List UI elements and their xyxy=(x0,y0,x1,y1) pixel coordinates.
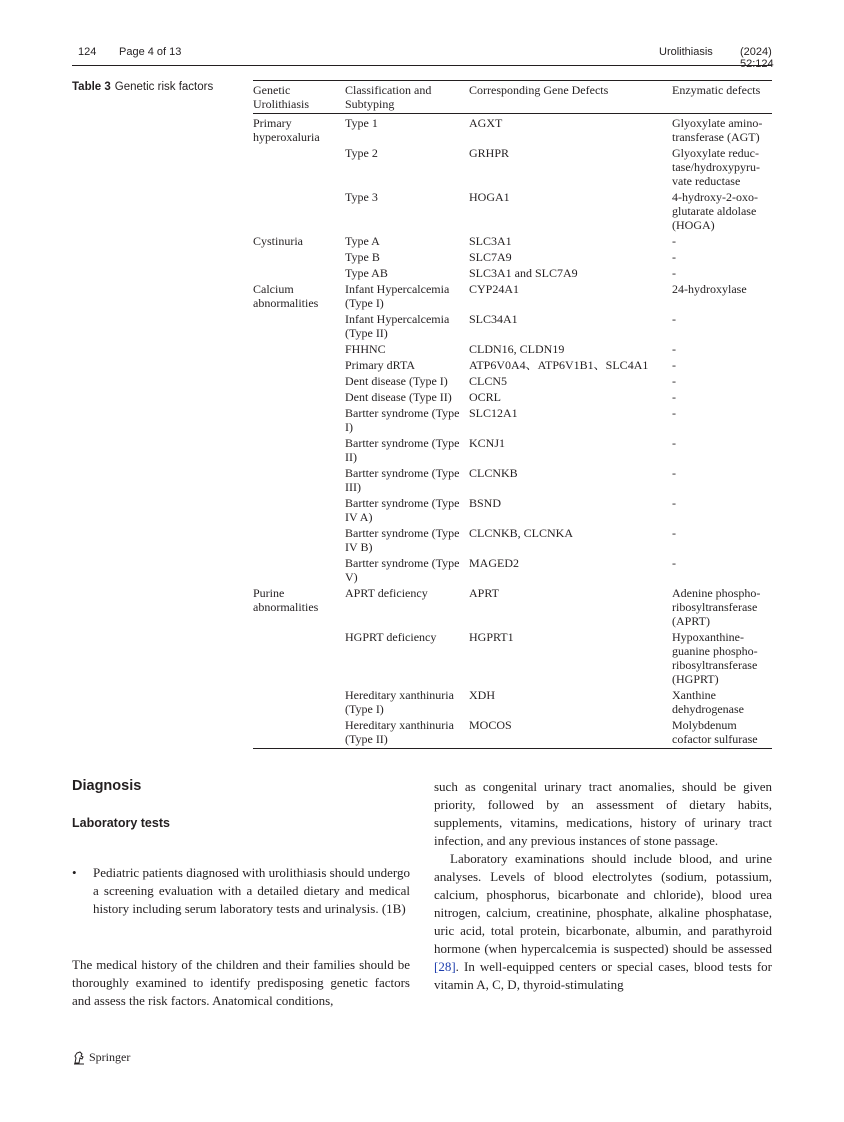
cell-classification: Type B xyxy=(345,250,380,264)
cell-enzymatic-defects: Glyoxylate amino-transferase (AGT) xyxy=(672,116,763,144)
cell-genetic-urolithiasis xyxy=(253,436,345,466)
table-row xyxy=(253,312,772,342)
cell-gene-defects: ATP6V0A4、ATP6V1B1、SLC4A1 xyxy=(469,358,649,372)
cell-genetic-urolithiasis xyxy=(253,718,345,749)
cell-gene-defects: MOCOS xyxy=(469,718,672,749)
right-paragraph-2 xyxy=(434,850,772,994)
cell-gene-defects: XDH xyxy=(469,688,495,702)
cell-genetic-urolithiasis: Cystinuria xyxy=(253,234,303,248)
cell-classification: Dent disease (Type II) xyxy=(345,390,452,404)
cell-classification: Type AB xyxy=(345,266,388,280)
cell-genetic-urolithiasis xyxy=(253,266,345,282)
cell-gene-defects: SLC12A1 xyxy=(469,406,518,420)
table-row xyxy=(253,688,772,718)
table-row xyxy=(253,718,772,749)
cell-classification: Bartter syndrome (Type II) xyxy=(345,436,460,464)
table-row xyxy=(253,234,772,250)
cell-classification: Bartter syndrome (Type IV A) xyxy=(345,496,460,524)
cell-genetic-urolithiasis xyxy=(253,556,345,586)
table-row xyxy=(253,390,772,406)
cell-classification: APRT deficiency xyxy=(345,586,428,600)
table-header-row xyxy=(253,79,772,114)
table-row xyxy=(253,342,772,358)
right-paragraph-1: such as congenital urinary tract anomalies, should be given priority, followed by an assessment of dietary habits, supplements, vitamins, medications, history of urinary tract infection, and any previous instances of stone passage. xyxy=(434,779,772,848)
header-rule xyxy=(72,65,772,66)
column-header-classification: Classification and Subtyping xyxy=(345,79,469,114)
cell-genetic-urolithiasis xyxy=(253,374,345,390)
cell-enzymatic-defects: 4-hydroxy-2-oxo-glutarate aldolase (HOGA) xyxy=(672,190,758,232)
cell-gene-defects: HGPRT1 xyxy=(469,630,514,644)
cell-classification: Dent disease (Type I) xyxy=(345,374,448,388)
cell-genetic-urolithiasis xyxy=(253,190,345,234)
cell-gene-defects: MAGED2 xyxy=(469,556,519,570)
cell-genetic-urolithiasis xyxy=(253,630,345,688)
right-paragraph-2-text-b: . In well-equipped centers or special cases, blood tests for vitamin A, C, D, thyroid-stimulating xyxy=(434,959,772,992)
table-body xyxy=(253,114,772,749)
table-row xyxy=(253,266,772,282)
cell-classification: Bartter syndrome (Type I) xyxy=(345,406,460,434)
table-row xyxy=(253,496,772,526)
page-footer xyxy=(72,1050,130,1065)
springer-horse-icon xyxy=(72,1051,86,1065)
cell-classification: Type 2 xyxy=(345,146,378,160)
cell-gene-defects: SLC34A1 xyxy=(469,312,518,326)
column-header-gene-defects: Corresponding Gene Defects xyxy=(469,79,672,114)
table-row xyxy=(253,406,772,436)
cell-genetic-urolithiasis: Primary hyperoxaluria xyxy=(253,116,320,144)
cell-classification: Type 1 xyxy=(345,116,378,130)
cell-enzymatic-defects: - xyxy=(672,390,676,404)
cell-classification: Type A xyxy=(345,234,380,248)
cell-gene-defects: CYP24A1 xyxy=(469,282,520,296)
cell-genetic-urolithiasis xyxy=(253,406,345,436)
cell-classification: Primary dRTA xyxy=(345,358,415,372)
cell-enzymatic-defects: - xyxy=(672,466,676,480)
cell-genetic-urolithiasis xyxy=(253,342,345,358)
cell-gene-defects: CLCNKB, CLCNKA xyxy=(469,526,574,540)
cell-gene-defects: SLC7A9 xyxy=(469,250,512,264)
cell-enzymatic-defects: - xyxy=(672,266,676,280)
citation-link[interactable]: [28] xyxy=(434,959,456,974)
cell-genetic-urolithiasis: Calcium abnormalities xyxy=(253,282,319,310)
cell-enzymatic-defects: - xyxy=(672,234,676,248)
cell-enzymatic-defects: Hypoxanthine-guanine phospho-ribosyltransferase (HGPRT) xyxy=(672,630,758,686)
cell-enzymatic-defects: Molybdenum cofactor sulfurase xyxy=(672,718,772,749)
bullet-marker: • xyxy=(72,865,77,880)
cell-genetic-urolithiasis xyxy=(253,358,345,374)
cell-gene-defects: AGXT xyxy=(469,116,503,130)
column-header-genetic-urolithiasis: Genetic Urolithiasis xyxy=(253,79,345,114)
table-row xyxy=(253,190,772,234)
table-row xyxy=(253,630,772,688)
cell-enzymatic-defects: - xyxy=(672,436,676,450)
subsection-heading: Laboratory tests xyxy=(72,816,170,830)
table-caption-label: Table 3 xyxy=(72,81,111,93)
journal-citation: (2024) 52:124 xyxy=(740,46,774,70)
table-row xyxy=(253,114,772,147)
table-row xyxy=(253,526,772,556)
cell-gene-defects: SLC3A1 and SLC7A9 xyxy=(469,266,578,280)
cell-genetic-urolithiasis xyxy=(253,688,345,718)
section-heading: Diagnosis xyxy=(72,778,142,794)
cell-gene-defects: CLCN5 xyxy=(469,374,508,388)
cell-enzymatic-defects: - xyxy=(672,496,676,510)
cell-enzymatic-defects: Adenine phospho-ribosyltransferase (APRT) xyxy=(672,586,761,628)
table-caption xyxy=(72,81,213,93)
table-row xyxy=(253,586,772,630)
table-caption-text: Genetic risk factors xyxy=(114,81,214,93)
table-row xyxy=(253,436,772,466)
cell-classification: Hereditary xanthinuria (Type I) xyxy=(345,688,454,716)
table-row xyxy=(253,358,772,374)
genetic-risk-table xyxy=(253,79,772,749)
cell-genetic-urolithiasis: Purine abnormalities xyxy=(253,586,319,614)
cell-classification: Bartter syndrome (Type III) xyxy=(345,466,460,494)
publisher-name: Springer xyxy=(89,1050,131,1064)
cell-classification: Infant Hypercalcemia (Type I) xyxy=(345,282,450,310)
cell-enzymatic-defects: - xyxy=(672,374,676,388)
cell-classification: Type 3 xyxy=(345,190,378,204)
table-row xyxy=(253,556,772,586)
cell-enzymatic-defects: - xyxy=(672,526,676,540)
cell-genetic-urolithiasis xyxy=(253,466,345,496)
cell-enzymatic-defects: - xyxy=(672,556,676,570)
column-header-enzymatic-defects: Enzymatic defects xyxy=(672,79,772,114)
page-of: Page 4 of 13 xyxy=(119,46,182,58)
cell-gene-defects: CLDN16, CLDN19 xyxy=(469,342,565,356)
table-row xyxy=(253,146,772,190)
cell-genetic-urolithiasis xyxy=(253,526,345,556)
cell-classification: Infant Hypercalcemia (Type II) xyxy=(345,312,450,340)
cell-enzymatic-defects: - xyxy=(672,358,676,372)
cell-genetic-urolithiasis xyxy=(253,146,345,190)
cell-gene-defects: OCRL xyxy=(469,390,502,404)
cell-enzymatic-defects: - xyxy=(672,342,676,356)
cell-gene-defects: APRT xyxy=(469,586,499,600)
cell-gene-defects: GRHPR xyxy=(469,146,510,160)
cell-enzymatic-defects: - xyxy=(672,312,676,326)
table-row xyxy=(253,466,772,496)
cell-enzymatic-defects: 24-hydroxylase xyxy=(672,282,747,296)
recommendation-bullet xyxy=(72,864,410,918)
table-row xyxy=(253,250,772,266)
cell-classification: HGPRT deficiency xyxy=(345,630,437,644)
cell-gene-defects: KCNJ1 xyxy=(469,436,506,450)
cell-gene-defects: SLC3A1 xyxy=(469,234,512,248)
table xyxy=(253,79,772,749)
cell-enzymatic-defects: Xanthine dehydrogenase xyxy=(672,688,744,716)
cell-classification: Bartter syndrome (Type V) xyxy=(345,556,460,584)
right-column xyxy=(434,778,772,994)
cell-classification: Bartter syndrome (Type IV B) xyxy=(345,526,460,554)
table-row xyxy=(253,374,772,390)
cell-gene-defects: BSND xyxy=(469,496,502,510)
bullet-text: Pediatric patients diagnosed with urolithiasis should undergo a screening evaluation with a detailed dietary and medical history including serum laboratory tests and urinalysis. (1B) xyxy=(93,865,410,916)
cell-genetic-urolithiasis xyxy=(253,312,345,342)
page-header xyxy=(72,46,774,70)
table-row xyxy=(253,282,772,312)
cell-enzymatic-defects: - xyxy=(672,406,676,420)
cell-genetic-urolithiasis xyxy=(253,496,345,526)
cell-classification: FHHNC xyxy=(345,342,386,356)
page-number: 124 xyxy=(78,46,97,58)
cell-genetic-urolithiasis xyxy=(253,390,345,406)
right-paragraph-2-text-a: Laboratory examinations should include blood, and urine analyses. Levels of blood electrolytes (sodium, potassium, calcium, phosphorus, bicarbonate and chloride), blood urea nitrogen, calcium, creatinine, phosphate, alkaline phosphatase, uric acid, total protein, bicarbonate, albumin, and parathyroid hormone (when hypercalcemia is suspected) should be assessed xyxy=(434,851,772,956)
cell-gene-defects: CLCNKB xyxy=(469,466,518,480)
cell-genetic-urolithiasis xyxy=(253,250,345,266)
journal-name: Urolithiasis xyxy=(659,46,713,58)
cell-classification: Hereditary xanthinuria (Type II) xyxy=(345,718,469,749)
cell-enzymatic-defects: Glyoxylate reduc-tase/hydroxypyru-vate reductase xyxy=(672,146,760,188)
cell-gene-defects: HOGA1 xyxy=(469,190,510,204)
left-paragraph: The medical history of the children and their families should be thoroughly examined to identify predisposing genetic factors and assess the risk factors. Anatomical conditions, xyxy=(72,957,410,1008)
cell-enzymatic-defects: - xyxy=(672,250,676,264)
